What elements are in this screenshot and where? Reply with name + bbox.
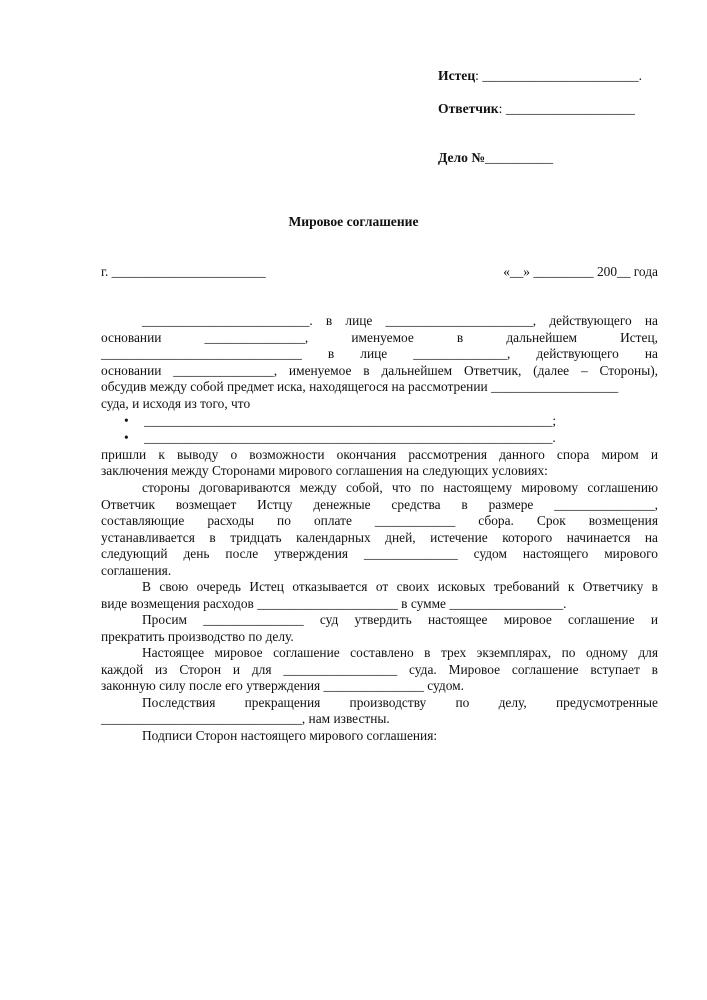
- body-line: Ответчик возмещает Истцу денежные средства в размере _______________,: [101, 497, 658, 512]
- body-line: каждой из Сторон и для _________________ суда. Мировое соглашение вступает в: [101, 662, 658, 677]
- list-item: [101, 430, 658, 446]
- date-field: «__» _________ 200__ года: [503, 264, 658, 279]
- body-line: пришли к выводу о возможности окончания рассмотрения данного спора миром и: [101, 447, 658, 462]
- body-line: Просим _______________ суд утвердить настоящее мировое соглашение и: [142, 612, 658, 627]
- body-line: составляющие расходы по оплате ____________ сбора. Срок возмещения: [101, 513, 658, 528]
- body-line: соглашения.: [101, 563, 172, 578]
- body-line: ______________________________ в лице ______________, действующего на: [101, 346, 658, 361]
- body-line: суда, и исходя из того, что: [101, 396, 251, 411]
- list-item: [101, 413, 658, 429]
- case-label: Дело №: [438, 150, 486, 165]
- city-field: г. _______________________: [101, 264, 266, 279]
- list-item-text: _____________________________________________________________;: [144, 413, 557, 428]
- bullet-icon: •: [124, 413, 129, 428]
- body-line: ______________________________, нам известны.: [101, 711, 390, 726]
- body-line: основании _______________, именуемое в дальнейшем Истец,: [101, 330, 658, 345]
- body-line: прекратить производство по делу.: [101, 629, 294, 644]
- body-line: основании _______________, именуемое в дальнейшем Ответчик, (далее – Стороны),: [101, 363, 658, 378]
- case-number-line: [438, 150, 553, 166]
- plaintiff-label: Истец: [438, 68, 476, 83]
- body-line: обсудив между собой предмет иска, находящегося на рассмотрении ___________________: [101, 379, 619, 394]
- body-line: следующий день после утверждения ______________ судом настоящего мирового: [101, 546, 658, 561]
- defendant-line: [438, 101, 635, 117]
- body-line: стороны договариваются между собой, что по настоящему мировому соглашению: [142, 480, 658, 495]
- document-title: Мировое соглашение: [288, 214, 419, 229]
- city-date-line: [101, 264, 658, 280]
- body-line: В свою очередь Истец отказывается от своих исковых требований к Ответчику в: [142, 579, 658, 594]
- case-field: __________: [485, 150, 554, 165]
- plaintiff-field: : _______________________.: [475, 68, 643, 83]
- signatures-line: Подписи Сторон настоящего мирового соглашения:: [142, 728, 438, 743]
- plaintiff-line: [438, 68, 642, 84]
- bullet-icon: •: [124, 430, 129, 445]
- body-line: _________________________. в лице ______________________, действующего на: [142, 313, 658, 328]
- body-line: законную силу после его утверждения _______________ судом.: [101, 678, 464, 693]
- list-item-text: _____________________________________________________________.: [144, 430, 556, 445]
- body-line: виде возмещения расходов _____________________ в сумме _________________.: [101, 596, 567, 611]
- body-line: Настоящее мировое соглашение составлено в трех экземплярах, по одному для: [142, 645, 658, 660]
- defendant-label: Ответчик: [438, 101, 499, 116]
- defendant-field: : ___________________: [498, 101, 635, 116]
- body-line: устанавливается в тридцать календарных дней, истечение которого начинается на: [101, 530, 658, 545]
- body-line: заключения между Сторонами мирового соглашения на следующих условиях:: [101, 463, 548, 478]
- body-line: Последствия прекращения производству по делу, предусмотренные: [142, 695, 658, 710]
